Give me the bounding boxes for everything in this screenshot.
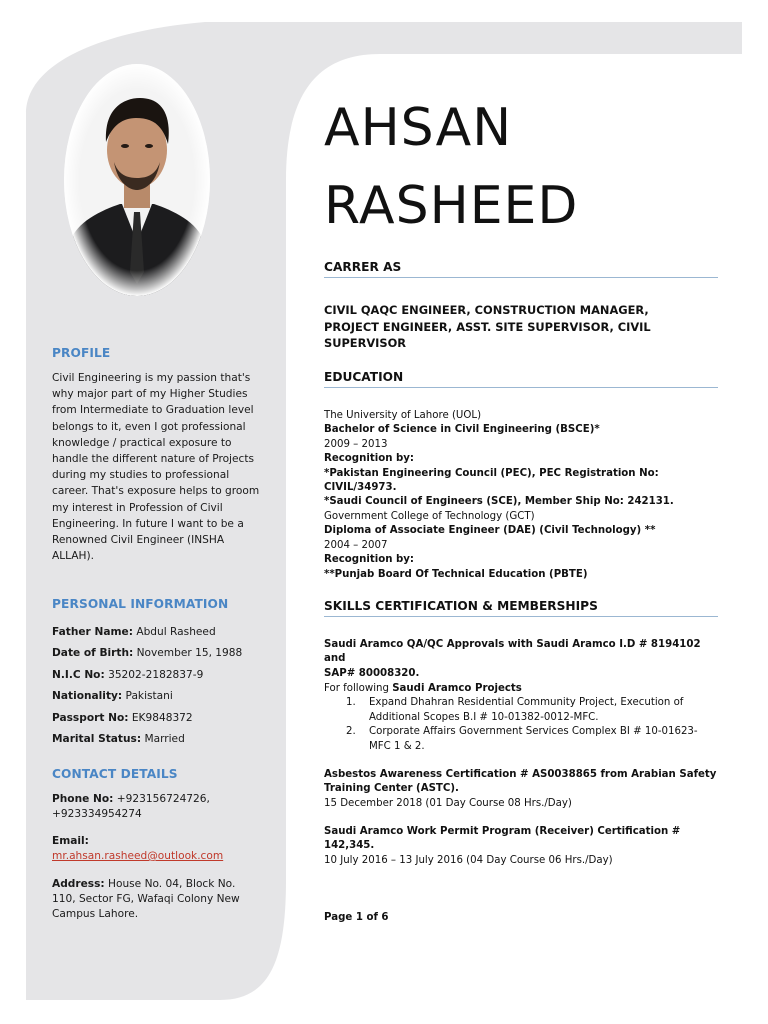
profile-text: Civil Engineering is my passion that's why major part of my Higher Studies from Intermediate to Graduation level belongs to it, even I got professional knowledge / practical exposure to handle the different nature of Projects during my studies to professional career. That's exposure helps to groom my interest in Profession of Civil Engineering. In future I want to be a Renowned Civil Engineer (INSHA ALLAH).	[52, 372, 260, 563]
skills-heading: SKILLS CERTIFICATION & MEMBERSHIPS	[324, 599, 718, 617]
aramco-approval-line: SAP# 80008320.	[324, 667, 420, 679]
personal-item-value: Pakistani	[125, 690, 173, 703]
list-item-text: MFC 1 & 2.	[369, 740, 425, 752]
personal-item-value: Married	[144, 733, 185, 746]
phone-label: Phone No:	[52, 793, 114, 805]
aramco-projects	[324, 682, 720, 754]
career-titles	[324, 302, 720, 352]
asbestos-line: Asbestos Awareness Certification # AS0038865 from Arabian Safety	[324, 769, 717, 780]
email-label: Email:	[52, 835, 89, 847]
personal-item-label: Marital Status:	[52, 733, 142, 746]
personal-item-label: Nationality:	[52, 690, 123, 703]
name-first: AHSAN	[324, 98, 513, 158]
email-link[interactable]: mr.ahsan.rasheed@outlook.com	[52, 850, 224, 862]
contact-phone	[52, 792, 264, 822]
career-line: CIVIL QAQC ENGINEER, CONSTRUCTION MANAGER,	[324, 303, 649, 317]
permit-date: 10 July 2016 – 13 July 2016 (04 Day Course 06 Hrs./Day)	[324, 854, 613, 866]
edu-recognition: **Punjab Board Of Technical Education (PBTE)	[324, 568, 588, 580]
edu-recognition-label: Recognition by:	[324, 554, 414, 566]
profile-heading: PROFILE	[52, 346, 111, 360]
edu-institution: The University of Lahore (UOL)	[324, 410, 482, 421]
address-value: House No. 04, Block No. 110, Sector FG, Wafaqi Colony New Campus Lahore.	[52, 878, 240, 920]
personal-item-nic	[52, 665, 264, 686]
permit-line: Saudi Aramco Work Permit Program (Receiver) Certification # 142,345.	[324, 826, 681, 852]
contact-address	[52, 877, 262, 922]
personal-item-nationality	[52, 686, 264, 707]
personal-info-list	[52, 622, 264, 750]
personal-item-passport	[52, 708, 264, 729]
work-permit-cert	[324, 825, 720, 868]
personal-item-label: Father Name:	[52, 626, 133, 638]
education-heading: EDUCATION	[324, 370, 718, 388]
personal-item-value: November 15, 1988	[136, 647, 243, 660]
aramco-approval	[324, 638, 720, 681]
personal-item-marital	[52, 729, 264, 750]
career-line: PROJECT ENGINEER, ASST. SITE SUPERVISOR, CIVIL	[324, 319, 651, 334]
personal-item-value: EK9848372	[131, 711, 193, 724]
personal-info-heading: PERSONAL INFORMATION	[52, 597, 229, 611]
personal-item-label: Date of Birth:	[52, 647, 134, 660]
edu-recognition: *Saudi Council of Engineers (SCE), Member Ship No: 242131.	[324, 496, 674, 508]
contact-email	[52, 834, 264, 864]
projects-bold: Saudi Aramco Projects	[392, 683, 522, 694]
list-item-number: 2.	[346, 726, 356, 738]
edu-recognition-label: Recognition by:	[324, 453, 414, 465]
projects-list	[324, 696, 720, 754]
profile-photo	[62, 62, 212, 298]
list-item	[324, 696, 720, 725]
personal-item-value: 35202-2182837-9	[108, 668, 204, 681]
asbestos-date: 15 December 2018 (01 Day Course 08 Hrs./Day)	[324, 797, 572, 809]
edu-degree: Diploma of Associate Engineer (DAE) (Civil Technology) **	[324, 525, 656, 537]
edu-years: 2004 – 2007	[324, 539, 388, 551]
edu-recognition: *Pakistan Engineering Council (PEC), PEC Registration No: CIVIL/34973.	[324, 467, 659, 494]
career-line: SUPERVISOR	[324, 336, 407, 350]
contact-heading: CONTACT DETAILS	[52, 767, 178, 781]
list-item-text: Additional Scopes B.I # 10-01382-0012-MFC.	[369, 711, 599, 723]
projects-prefix: For following	[324, 683, 393, 694]
aramco-approval-line: Saudi Aramco QA/QC Approvals with Saudi Aramco I.D # 8194102 and	[324, 639, 701, 665]
education-entry-uol	[324, 409, 720, 510]
phone-2: +923334954274	[52, 808, 142, 820]
name-last: RASHEED	[324, 176, 579, 236]
personal-item-label: Passport No:	[52, 711, 129, 724]
career-heading: CARRER AS	[324, 260, 718, 278]
asbestos-line: Training Center (ASTC).	[324, 783, 459, 795]
phone-1: +923156724726,	[116, 793, 210, 805]
personal-item-label: N.I.C No:	[52, 668, 105, 681]
list-item-text: Corporate Affairs Government Services Complex BI # 10-01623-	[369, 726, 698, 738]
list-item	[324, 725, 720, 754]
edu-institution: Government College of Technology (GCT)	[324, 511, 535, 522]
page-number: Page 1 of 6	[324, 912, 389, 923]
asbestos-cert	[324, 768, 720, 811]
personal-item-father	[52, 622, 264, 643]
education-entry-gct	[324, 510, 720, 582]
edu-degree: Bachelor of Science in Civil Engineering (BSCE)*	[324, 424, 600, 436]
personal-item-value: Abdul Rasheed	[136, 626, 216, 638]
list-item-number: 1.	[346, 697, 356, 709]
address-label: Address:	[52, 878, 105, 890]
personal-item-dob	[52, 643, 264, 664]
list-item-text: Expand Dhahran Residential Community Project, Execution of	[369, 697, 684, 709]
edu-years: 2009 – 2013	[324, 438, 388, 450]
